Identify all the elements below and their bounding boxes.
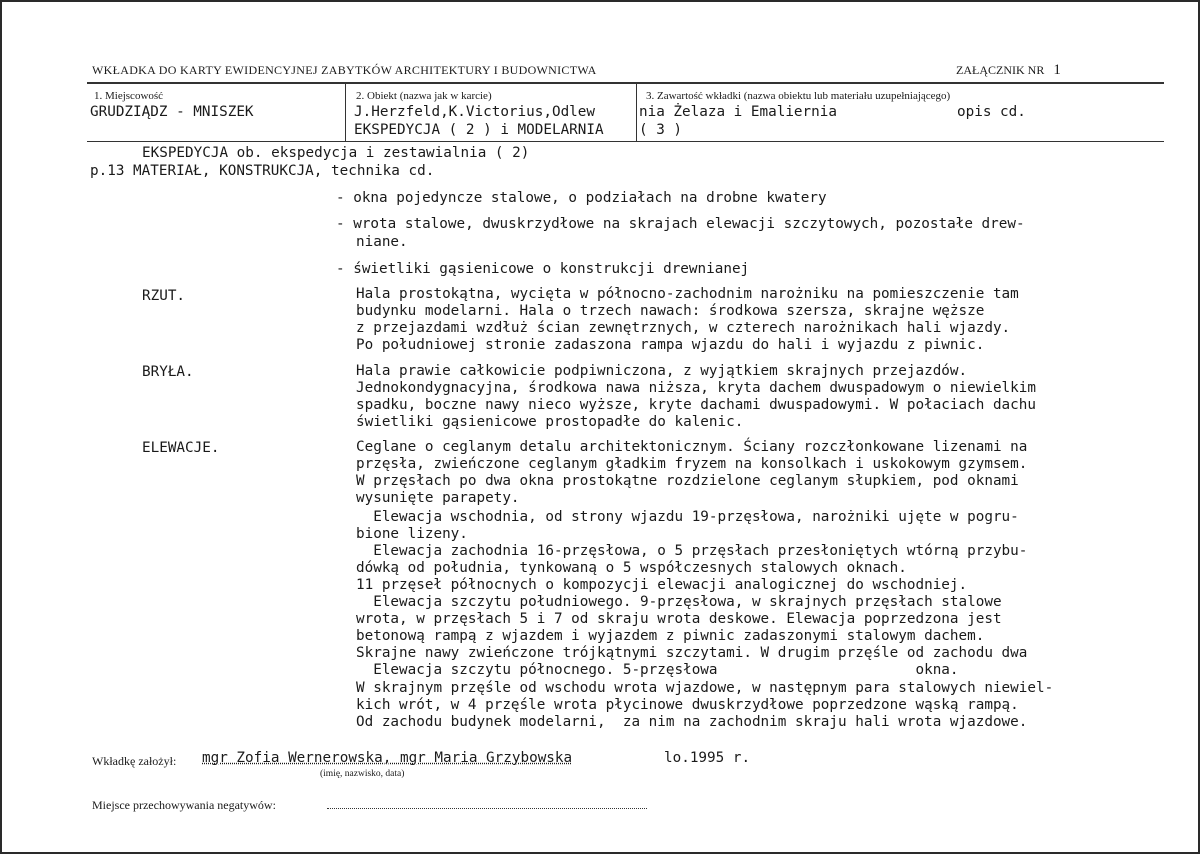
- object-label: 2. Obiekt (nazwa jak w karcie): [356, 90, 492, 102]
- elewacje-line-5: Elewacja wschodnia, od strony wjazdu 19-przęsłowa, narożniki ujęte w pogru-: [356, 509, 1019, 525]
- elewacje-line-4: wysunięte parapety.: [356, 490, 520, 506]
- rzut-line-2: budynku modelarni. Hala o trzech nawach: środkowa szersza, skrajne węższe: [356, 303, 985, 319]
- content-line-1-right: opis cd.: [957, 104, 1026, 120]
- author-hint: (imię, nazwisko, data): [320, 769, 405, 779]
- negatives-field: [327, 808, 647, 809]
- bryla-line-4: świetliki gąsienicowe prostopadłe do kalenic.: [356, 414, 744, 430]
- bryla-line-1: Hala prawie całkowicie podpiwniczona, z wyjątkiem skrajnych przejazdów.: [356, 363, 968, 379]
- elewacje-line-17: Od zachodu budynek modelarni, za nim na zachodnim skraju hali wrota wjazdowe.: [356, 714, 1028, 730]
- intro-line-2: p.13 MATERIAŁ, KONSTRUKCJA, technika cd.: [90, 163, 435, 179]
- annex-label-text: ZAŁĄCZNIK NR: [956, 63, 1045, 77]
- bullet-line-4: - świetliki gąsienicowe o konstrukcji drewnianej: [336, 261, 750, 277]
- section-head-elewacje: ELEWACJE.: [142, 440, 220, 456]
- annex-number: 1: [1053, 62, 1061, 78]
- section-head-bryla: BRYŁA.: [142, 364, 194, 380]
- header-rule: [87, 82, 1164, 84]
- elewacje-line-6: bione lizeny.: [356, 526, 468, 542]
- rzut-line-1: Hala prostokątna, wycięta w północno-zachodnim narożniku na pomieszczenie tam: [356, 286, 1019, 302]
- elewacje-line-2: przęsła, zwieńczone ceglanym gładkim fryzem na konsolkach i uskokowym gzymsem.: [356, 456, 1028, 472]
- bullet-line-3: niane.: [356, 234, 408, 250]
- card-title: WKŁADKA DO KARTY EWIDENCYJNEJ ZABYTKÓW ARCHITEKTURY I BUDOWNICTWA: [92, 63, 597, 77]
- elewacje-line-7: Elewacja zachodnia 16-przęsłowa, o 5 przęsłach przesłoniętych wtórną przybu-: [356, 543, 1028, 559]
- locality-value: GRUDZIĄDZ - MNISZEK: [90, 104, 254, 120]
- locality-label: 1. Miejscowość: [94, 90, 164, 102]
- content-line-1: nia Żelaza i Emaliernia: [639, 104, 837, 120]
- bullet-line-2: - wrota stalowe, dwuskrzydłowe na skrajach elewacji szczytowych, pozostałe drew-: [336, 216, 1025, 232]
- field-separator-1: [345, 84, 346, 141]
- bullet-line-1: - okna pojedyncze stalowe, o podziałach na drobne kwatery: [336, 190, 827, 206]
- bryla-line-3: spadku, boczne nawy nieco wyższe, kryte dachami dwuspadowymi. W połaciach dachu: [356, 397, 1036, 413]
- section-head-rzut: RZUT.: [142, 288, 186, 304]
- elewacje-line-10: Elewacja szczytu południowego. 9-przęsłowa, w skrajnych przęsłach stalowe: [356, 594, 1002, 610]
- elewacje-line-11: wrota, w przęsłach 5 i 7 od skraju wrota deskowe. Elewacja poprzedzona jest: [356, 611, 1002, 627]
- annex-label: [956, 62, 1061, 79]
- fields-bottom-rule: [87, 141, 1164, 142]
- elewacje-line-8: dówką od południa, tynkowaną o 5 współczesnych stalowych oknach.: [356, 560, 907, 576]
- date-value: lo.1995 r.: [664, 750, 751, 766]
- negatives-label: Miejsce przechowywania negatywów:: [92, 798, 276, 812]
- intro-line-1: EKSPEDYCJA ob. ekspedycja i zestawialnia ( 2): [142, 145, 530, 161]
- elewacje-line-16: kich wrót, w 4 przęśle wrota płycinowe dwuskrzydłowe poprzedzone wąską rampą.: [356, 697, 1019, 713]
- rzut-line-3: z przejazdami wzdłuż ścian zewnętrznych, w czterech narożnikach hali wjazdy.: [356, 320, 1011, 336]
- content-line-2: ( 3 ): [639, 122, 683, 138]
- bryla-line-2: Jednokondygnacyjna, środkowa nawa niższa, kryta dachem dwuspadowym o niewielkim: [356, 380, 1036, 396]
- object-line-1: J.Herzfeld,K.Victorius,Odlew: [354, 104, 596, 120]
- elewacje-line-3: W przęsłach po dwa okna prostokątne rozdzielone ceglanym słupkiem, pod oknami: [356, 473, 1019, 489]
- rzut-line-4: Po południowej stronie zadaszona rampa wjazdu do hali i wyjazdu z piwnic.: [356, 337, 985, 353]
- elewacje-line-15: W skrajnym przęśle od wschodu wrota wjazdowe, w następnym para stalowych niewiel-: [356, 680, 1054, 696]
- elewacje-line-1: Ceglane o ceglanym detalu architektonicznym. Ściany rozczłonkowane lizenami na: [356, 439, 1028, 455]
- author-value: mgr Zofia Wernerowska, mgr Maria Grzybowska: [202, 750, 573, 766]
- field-separator-2: [636, 84, 637, 141]
- object-line-2: EKSPEDYCJA ( 2 ) i MODELARNIA: [354, 122, 604, 138]
- elewacje-line-12: betonową rampą z wjazdem i wyjazdem z piwnic zadaszonymi stalowym dachem.: [356, 628, 985, 644]
- content-label: 3. Zawartość wkładki (nazwa obiektu lub materiału uzupełniającego): [646, 90, 951, 102]
- author-label: Wkładkę założył:: [92, 754, 177, 768]
- elewacje-line-9: 11 przęseł północnych o kompozycji elewacji analogicznej do wschodniej.: [356, 577, 968, 593]
- elewacje-line-14: Elewacja szczytu północnego. 5-przęsłowa okna.: [356, 662, 959, 678]
- elewacje-line-13: Skrajne nawy zwieńczone trójkątnymi szczytami. W drugim przęśle od zachodu dwa: [356, 645, 1028, 661]
